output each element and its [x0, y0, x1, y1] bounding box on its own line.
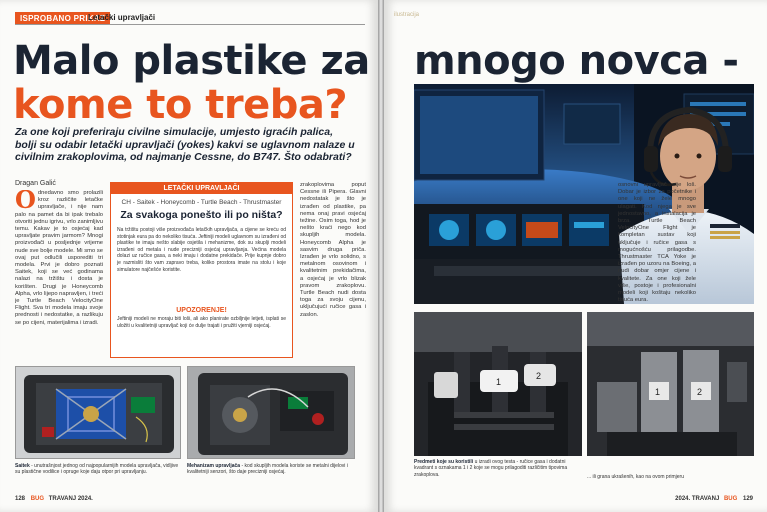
right-page	[384, 0, 767, 512]
caption-2-bold: Mehanizam upravljača	[187, 463, 241, 469]
caption-r1-text: u izradi ovog testa - ručice gasa i dodatni kvadrant s oznakama 1 i 2 koje se mogu prilagoditi različitim tipovima zrakoplova.	[414, 459, 568, 478]
article-column-1	[15, 190, 103, 358]
headline-right: mnogo novca -	[414, 38, 739, 84]
caption-1-bold: Saitek	[15, 463, 30, 469]
sidebar-box-subtitle: CH - Saitek - Honeycomb - Turtle Beach - Thrustmaster	[121, 199, 282, 206]
left-page	[0, 0, 378, 512]
sidebar-box-header: LETAČKI UPRAVLJAČI	[111, 183, 292, 194]
issue-right: 2024. TRAVANJ	[675, 496, 720, 502]
svg-text:1: 1	[655, 387, 661, 397]
caption-photo-1	[15, 463, 181, 476]
svg-text:1: 1	[496, 377, 502, 387]
sidebar-box-warning: UPOZORENJE!	[176, 307, 227, 314]
caption-r1-bold: Predmeti koje su koristili	[414, 459, 474, 465]
yoke-internals-photo-1	[15, 366, 181, 459]
section-tag: ISPROBANO PRIKAZ	[15, 12, 110, 25]
caption-2-text: - kod skupljih modela koriste se metalni dijelovi i kvalitetniji senzori, što daje precizniji osjećaj.	[187, 463, 348, 476]
page-number-left: 128	[15, 496, 26, 502]
pilot-simulator-illustration	[414, 84, 754, 304]
throttle-quadrant-photo	[414, 312, 582, 456]
throttle-levers-photo	[587, 312, 754, 456]
caption-throttle-photo	[414, 459, 582, 478]
sidebar-box	[110, 182, 293, 358]
issue-left: TRAVANJ 2024.	[48, 496, 93, 502]
sidebar-box-title: Za svakoga ponešto ili po ništa?	[120, 209, 283, 221]
footer-right	[675, 496, 753, 502]
svg-text:2: 2	[697, 387, 703, 397]
headline-line2: kome to treba?	[13, 82, 348, 128]
header-rule	[15, 24, 365, 25]
caption-photo-2	[187, 463, 355, 476]
page-note: ilustracija	[394, 12, 420, 18]
caption-levers-photo: ... ili grana ukrašenih, kao na ovom primjeru	[587, 474, 684, 480]
dropcap: O	[15, 190, 36, 214]
svg-text:2: 2	[536, 371, 542, 381]
section-subtitle: Letački upravljači	[88, 13, 156, 22]
magazine-name-left: BUG	[30, 496, 45, 502]
footer-left	[15, 496, 93, 502]
caption-1-text: - unutrašnjost jednog od najpopularnijih modela upravljača, vidljive su plastične vodilice i opruge koje daju otpor pri upravljanju.	[15, 463, 179, 476]
article-column-right: osnovni upravljač nije loš. Dobar je izbor za početnike i one koji ne žele mnogo ulagati. Kod njega je sve jednostavno, a instalacija je brza. Turtle Beach VelocityOne Flight je kompletan sustav koji uključuje i ručice gasa s mogućnošću prilagodbe. Thrustmaster TCA Yoke je izrađen po uzoru na Boeing, a nudi dobar omjer cijene i kvalitete. Za one koji žele više, postoje i profesionalni modeli koji koštaju nekoliko tisuća eura.	[618, 182, 696, 304]
byline: Dragan Galić	[15, 180, 56, 187]
sidebar-box-body: Na tržištu postoji više proizvođača letačkih upravljača, a cijene se kreću od stotinjak eura pa do nekoliko tisuća. Jeftiniji modeli uglavnom su izrađeni od plastike te imaju nešto slabije osjetila i mehanizme, dok su skuplji modeli izrađeni od metala i nude precizniji osjećaj upravljanja. Većina modela dolazi uz ručice gasa, a neki imaju i dodatne prekidače. Prije kupnje dobro je razmisliti što vam zapravo treba, koliko prostora imate na stolu i koje simulatore najčešće koristite.	[117, 227, 286, 273]
article-column-2: zrakoplovima poput Cessne ili Pipera. Glavni nedostatak je što je izrađen od plastike, pa nema onaj pravi osjećaj težine. Osim toga, hod je nešto kraći nego kod skupljih modela. Honeycomb Alpha je sasvim druga priča. Izrađen je vrlo solidno, s metalnom osovinom i kvalitetnim prekidačima, a osjećaj je vrlo blizak pravom zrakoplovu. Turtle Beach nudi dosta toga za svoju cijenu, uključujući ručice gasa i zaslon.	[300, 182, 366, 318]
headline-line1: Malo plastike za	[13, 38, 370, 84]
sidebar-box-body-2: Jeftiniji modeli ne moraju biti loši, ali ako planirate ozbiljnije letjeti, isplati se uložiti u kvalitetniji upravljač koji će dulje trajati i pružiti vjerniji osjećaj.	[117, 316, 286, 329]
lead-paragraph: Za one koji preferiraju civilne simulacije, umjesto igraćih palica, bolji su odabir letački upravljači (yokes) kakvi se uglavnom nalaze u civilnim zrakoplovima, od najmanje Cessne, do B747. Što odabrati?	[15, 126, 355, 163]
magazine-name-right: BUG	[723, 496, 738, 502]
page-number-right: 129	[742, 496, 753, 502]
yoke-internals-photo-2	[187, 366, 355, 459]
column-1-text: dnedavno smo prolazili kroz različite letačke upravljače, i nije nam palo na pamet da bi ipak trebalo otvoriti jednu igrivu, vrlo zanimljivu temu. Kakav je to osjećaj kad upravljate pravim jarmom? Mnogi proizvođači u posljednje vrijeme nude sve bolje modele. Mi smo se ovaj put odlučili usporediti tri modela. Prvi je dobro poznati Saitek, koji se već godinama nalazi na tržištu i dosta je korišten. Drugi je Honeycomb Alpha, vrlo lijepo napravljen, i treći je Turtle Beach VelocityOne Flight. Sva tri modela imaju svoje prednosti i nedostatke, a razlikuju se po cijeni, materijalima i izradi.	[15, 190, 103, 326]
